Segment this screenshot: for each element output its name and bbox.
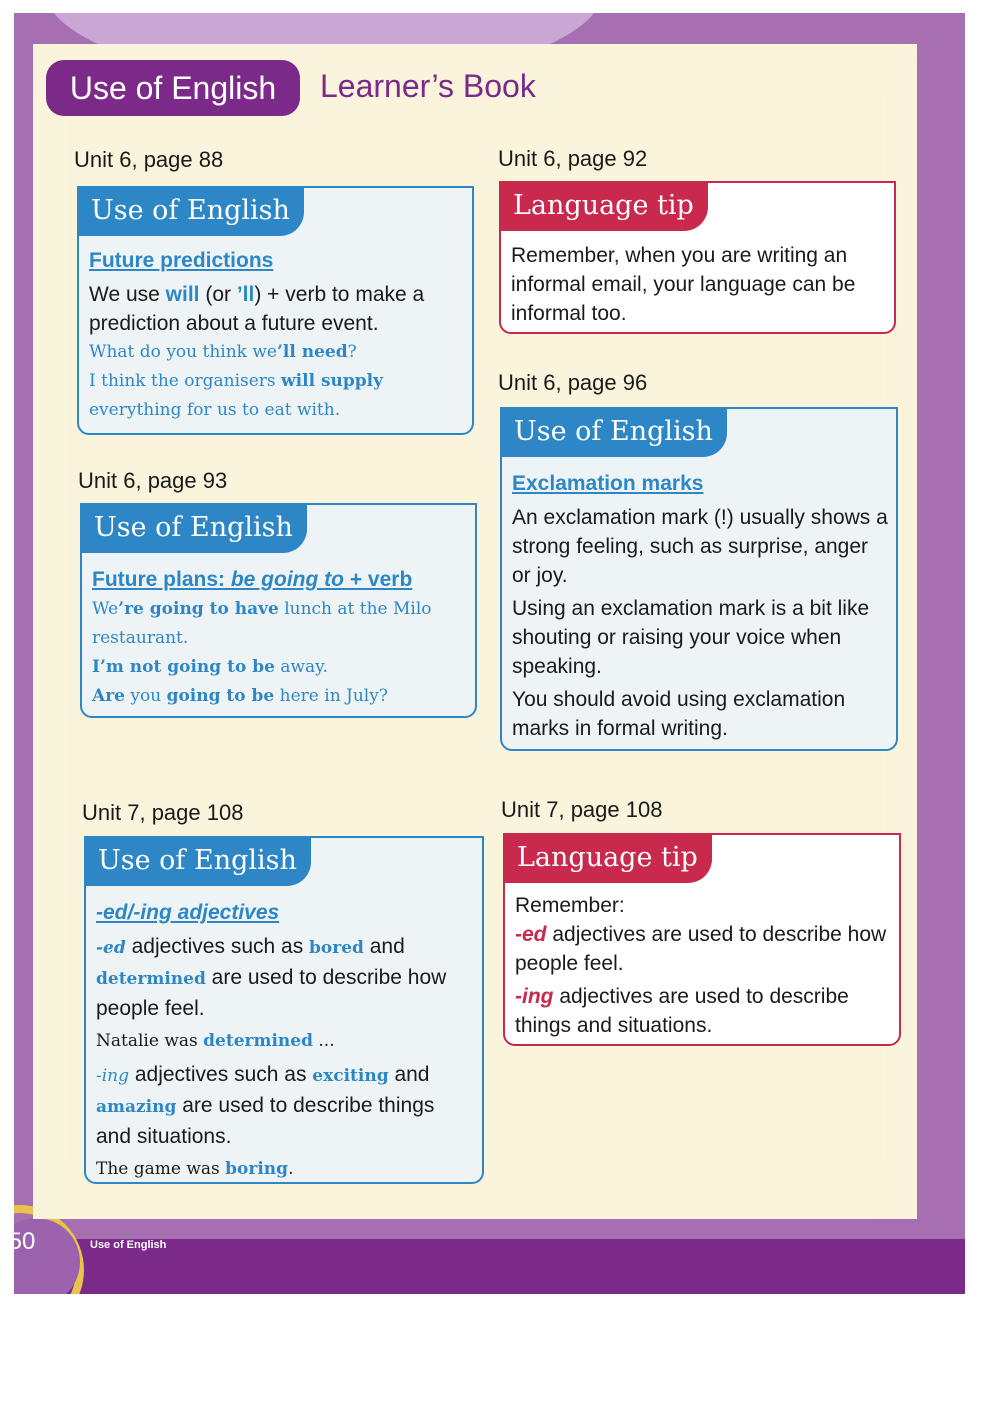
box-tab: Language tip [499, 181, 708, 231]
box-content [512, 469, 888, 743]
box-tab: Use of English [77, 186, 304, 236]
box-tab: Use of English [80, 503, 307, 553]
box-subtitle: Future plans: be going to + verb [92, 568, 413, 591]
box-tab: Language tip [503, 833, 712, 883]
tip-text: -ing adjectives are used to describe things and situations. [515, 985, 849, 1037]
box-subtitle: -ed/-ing adjectives [96, 901, 280, 924]
example-text: Are you going to be here in July? [92, 686, 388, 706]
tip-text: Remember: [515, 894, 625, 917]
page-title: Use of English [46, 60, 300, 116]
body-text: You should avoid using exclamation marks in formal writing. [512, 688, 846, 740]
box-content [96, 898, 474, 1184]
body-text: Using an exclamation mark is a bit like shouting or raising your voice when speaking. [512, 597, 870, 678]
box-content [511, 241, 886, 328]
page-subtitle: Learner’s Book [320, 68, 536, 104]
unit-label: Unit 7, page 108 [82, 800, 244, 825]
use-of-english-box [80, 503, 477, 718]
rule-text: We use will (or ’ll) + verb to make a prediction about a future event. [89, 283, 425, 335]
unit-label: Unit 6, page 96 [498, 370, 648, 395]
box-content [92, 565, 467, 711]
use-of-english-box [500, 407, 898, 751]
example-text: We’re going to have lunch at the Milo restaurant. [92, 599, 432, 648]
unit-label: Unit 7, page 108 [501, 797, 663, 822]
body-text: -ing adjectives such as exciting and amazing are used to describe things and situations. [96, 1063, 435, 1148]
box-content [89, 246, 464, 425]
use-of-english-box [84, 836, 484, 1184]
body-text: An exclamation mark (!) usually shows a strong feeling, such as surprise, anger or joy. [512, 506, 888, 587]
body-text: -ed adjectives such as bored and determined are used to describe how people feel. [96, 935, 447, 1020]
example-text: Natalie was determined ... [96, 1031, 335, 1051]
tip-text: -ed adjectives are used to describe how people feel. [515, 923, 887, 975]
language-tip-box [499, 181, 896, 334]
footer-label: Use of English [90, 1239, 167, 1251]
box-content [515, 891, 891, 1040]
tip-text: Remember, when you are writing an informal email, your language can be informal too. [511, 244, 856, 325]
use-of-english-box [77, 186, 474, 435]
language-tip-box [503, 833, 901, 1046]
unit-label: Unit 6, page 92 [498, 146, 648, 171]
page-number: 50 [8, 1228, 36, 1255]
example-text: I think the organisers will supply everything for us to eat with. [89, 371, 384, 420]
box-subtitle: Future predictions [89, 249, 274, 272]
box-tab: Use of English [84, 836, 311, 886]
unit-label: Unit 6, page 88 [74, 147, 224, 172]
example-text: What do you think we’ll need? [89, 342, 357, 362]
example-text: The game was boring. [96, 1159, 294, 1179]
box-tab: Use of English [500, 407, 727, 457]
box-subtitle: Exclamation marks [512, 472, 704, 495]
example-text: I’m not going to be away. [92, 657, 328, 677]
unit-label: Unit 6, page 93 [78, 468, 228, 493]
